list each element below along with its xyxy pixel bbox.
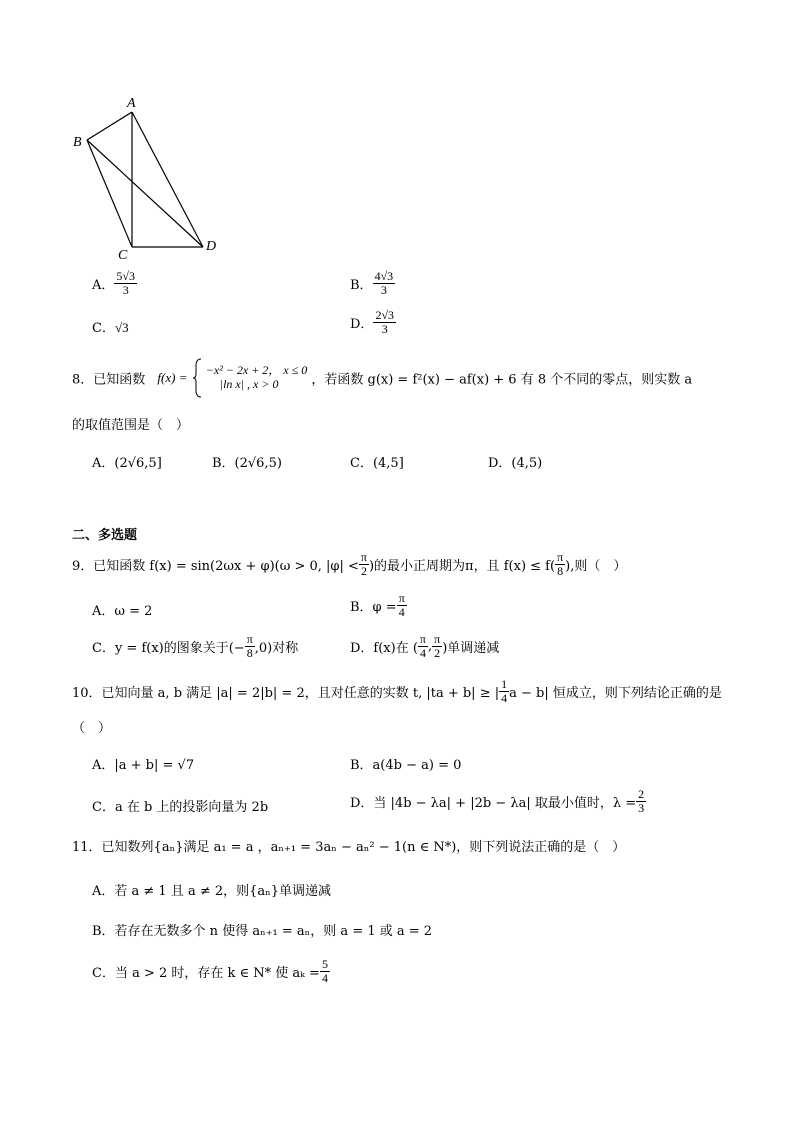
q11-stem: 11．已知数列{aₙ}满足 a₁ = a ，aₙ₊₁ = 3aₙ − aₙ² − 1(n ∈ N*)，则下列说法正确的是（ ） <box>72 840 626 855</box>
q10-quarter: $\frac{1}{4}$ <box>501 677 508 706</box>
label-c: C <box>118 248 128 263</box>
q11-option-b: B．若存在无数多个 n 使得 aₙ₊₁ = aₙ，则 a = 1 或 a = 2 <box>92 924 433 939</box>
q7-d-fraction: $\frac{2√3}{3}$ <box>375 308 395 337</box>
q7-option-a: A． $\frac{5√3}{3}$ <box>92 269 135 298</box>
piecewise-cases: −x² − 2x + 2， x ≤ 0 |ln x| , x > 0 <box>205 363 308 391</box>
q9-stem: 9．已知函数 f(x) = sin(2ωx + φ)(ω > 0, |φ| < $\frac{\pi}{2}$ )的最小正周期为π，且 f(x) ≤ f( $\frac{\pi}{8}$ ),则（ ） <box>72 550 627 579</box>
q9-pi-half: $\frac{\pi}{2}$ <box>360 550 367 579</box>
q9-d-fraction1: $\frac{\pi}{4}$ <box>419 632 426 661</box>
q10-option-a: A．|a + b| = √7 <box>92 758 195 773</box>
q11-option-c: C．当 a > 2 时，存在 k ∈ N* 使 aₖ = $\frac{5}{4}$ <box>92 957 328 986</box>
q10-line2: （ ） <box>72 721 112 736</box>
q8-stem: 8．已知函数 f(x) = −x² − 2x + 2， x ≤ 0 |ln x| , x > 0 ，若函数 g(x) = f²(x) − af(x) + 6 有 8 个不同的零点，则实数 a <box>72 358 692 398</box>
q7-option-b: B． $\frac{4√3}{3}$ <box>350 269 394 298</box>
q9-c-fraction: $\frac{\pi}{8}$ <box>246 632 253 661</box>
q8-option-d: D．(4,5) <box>488 456 543 471</box>
q10-option-d: D．当 |4b − λa| + |2b − λa| 取最小值时，λ = $\frac{2}{3}$ <box>350 787 645 816</box>
q10-stem: 10．已知向量 a, b 满足 |a| = 2|b| = 2，且对任意的实数 t, |ta + b| ≥ | $\frac{1}{4}$ a − b| 恒成立，则下列结论正确的是 <box>72 677 722 706</box>
piecewise-brace <box>192 358 202 398</box>
q8-option-b: B．(2√6,5) <box>212 456 282 471</box>
q7-option-c: C．√3 <box>92 320 129 336</box>
edge-bd <box>87 140 203 247</box>
q11-c-fraction: $\frac{5}{4}$ <box>321 957 328 986</box>
q10-option-c: C．a 在 b 上的投影向量为 2b <box>92 800 269 815</box>
q9-option-d: D．f(x)在 ( $\frac{\pi}{4}$ , $\frac{\pi}{2}$ )单调递减 <box>350 632 500 661</box>
label-d: D <box>206 239 217 254</box>
q8-option-a: A．(2√6,5] <box>92 456 162 471</box>
q10-option-b: B．a(4b − a) = 0 <box>350 758 462 773</box>
label-a: A <box>127 96 136 111</box>
q7-a-fraction: $\frac{5√3}{3}$ <box>116 269 135 298</box>
q9-option-c: C．y = f(x)的图象关于(− $\frac{\pi}{8}$ ,0)对称 <box>92 632 299 661</box>
q7-b-fraction: $\frac{4√3}{3}$ <box>374 269 394 298</box>
q10-d-fraction: $\frac{2}{3}$ <box>638 787 645 816</box>
q9-pi-eighth: $\frac{\pi}{8}$ <box>557 550 564 579</box>
q8-option-c: C．(4,5] <box>350 456 404 471</box>
q9-option-a: A．ω = 2 <box>92 604 153 619</box>
q9-d-fraction2: $\frac{\pi}{2}$ <box>434 632 441 661</box>
quadrilateral-figure <box>70 92 230 267</box>
label-b: B <box>73 135 82 150</box>
q9-b-fraction: $\frac{\pi}{4}$ <box>398 591 405 620</box>
q9-option-b: B．φ = $\frac{\pi}{4}$ <box>350 591 405 620</box>
edge-bc <box>87 140 132 247</box>
edge-ad <box>132 112 203 247</box>
section-heading: 二、多选题 <box>72 528 138 543</box>
q11-option-a: A．若 a ≠ 1 且 a ≠ 2，则{aₙ}单调递减 <box>92 884 332 899</box>
q7-option-d: D． $\frac{2√3}{3}$ <box>350 308 395 337</box>
edge-ab <box>87 112 132 140</box>
q8-line2: 的取值范围是（ ） <box>72 418 190 433</box>
